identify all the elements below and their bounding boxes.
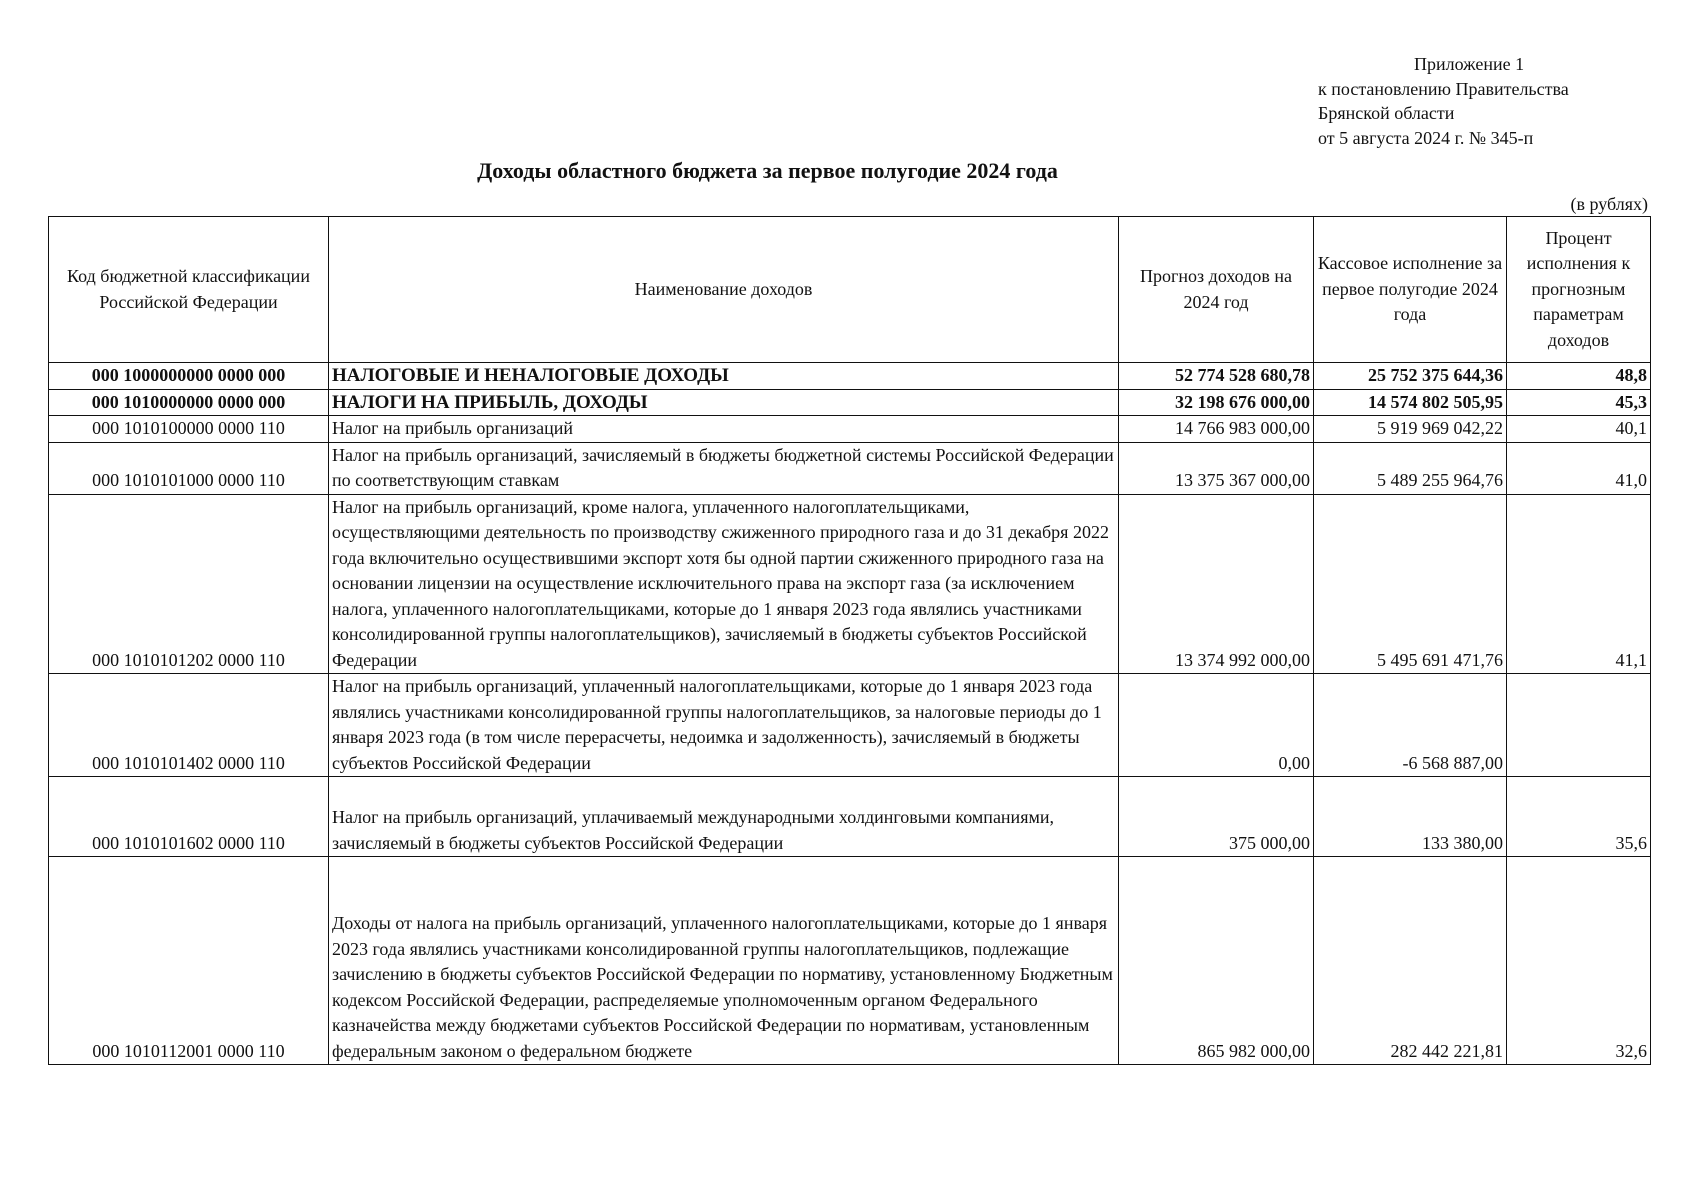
row-percent: 41,1 <box>1507 494 1651 674</box>
row-forecast: 13 374 992 000,00 <box>1119 494 1314 674</box>
row-execution: -6 568 887,00 <box>1314 674 1507 777</box>
table-row <box>49 363 1651 390</box>
row-name: Налог на прибыль организаций, зачисляемый в бюджеты бюджетной системы Российской Федерации по соответствующим ставкам <box>329 442 1119 494</box>
appendix-line-4: от 5 августа 2024 г. № 345-п <box>1318 127 1534 148</box>
row-name: НАЛОГОВЫЕ И НЕНАЛОГОВЫЕ ДОХОДЫ <box>329 363 1119 390</box>
appendix-line-3: Брянской области <box>1318 103 1455 123</box>
row-percent: 35,6 <box>1507 777 1651 857</box>
row-execution: 25 752 375 644,36 <box>1314 363 1507 390</box>
header-forecast: Прогноз доходов на 2024 год <box>1119 217 1314 363</box>
row-forecast: 14 766 983 000,00 <box>1119 416 1314 443</box>
row-percent: 48,8 <box>1507 363 1651 390</box>
row-code: 000 1010101202 0000 110 <box>49 494 329 674</box>
row-forecast: 375 000,00 <box>1119 777 1314 857</box>
header-name: Наименование доходов <box>329 217 1119 363</box>
row-forecast: 0,00 <box>1119 674 1314 777</box>
table-row <box>49 416 1651 443</box>
row-percent: 32,6 <box>1507 857 1651 1065</box>
table-row <box>49 857 1651 1065</box>
row-forecast: 52 774 528 680,78 <box>1119 363 1314 390</box>
row-code: 000 1010100000 0000 110 <box>49 416 329 443</box>
row-code: 000 1010000000 0000 000 <box>49 389 329 416</box>
appendix-block <box>1318 52 1569 150</box>
row-name: Налог на прибыль организаций, кроме налога, уплаченного налогоплательщиками, осуществляющими деятельность по производству сжиженного природного газа и до 31 декабря 2022 года включительно осуществившими экспорт хотя бы одной партии сжиженного природного газа на основании лицензии на осуществление исключительного права на экспорт газа (за исключением налога, уплаченного налогоплательщиками, которые до 1 января 2023 года являлись участниками консолидированной группы налогоплательщиков), зачисляемый в бюджеты субъектов Российской Федерации <box>329 494 1119 674</box>
table-row <box>49 442 1651 494</box>
table-header-row <box>49 217 1651 363</box>
row-forecast: 865 982 000,00 <box>1119 857 1314 1065</box>
row-code: 000 1010101402 0000 110 <box>49 674 329 777</box>
row-percent: 40,1 <box>1507 416 1651 443</box>
row-percent: 45,3 <box>1507 389 1651 416</box>
row-execution: 5 489 255 964,76 <box>1314 442 1507 494</box>
row-execution: 5 919 969 042,22 <box>1314 416 1507 443</box>
document-title: Доходы областного бюджета за первое полугодие 2024 года <box>477 158 1058 183</box>
row-name: Налог на прибыль организаций, уплаченный налогоплательщиками, которые до 1 января 2023 года являлись участниками консолидированной группы налогоплательщиков, за налоговые периоды до 1 января 2023 года (в том числе перерасчеты, недоимка и задолженность), зачисляемый в бюджеты субъектов Российской Федерации <box>329 674 1119 777</box>
row-forecast: 32 198 676 000,00 <box>1119 389 1314 416</box>
row-percent: 41,0 <box>1507 442 1651 494</box>
table-row <box>49 494 1651 674</box>
row-code: 000 1010112001 0000 110 <box>49 857 329 1065</box>
row-forecast: 13 375 367 000,00 <box>1119 442 1314 494</box>
row-execution: 282 442 221,81 <box>1314 857 1507 1065</box>
appendix-line-1: Приложение 1 <box>1414 54 1525 74</box>
header-percent: Процент исполнения к прогнозным параметрам доходов <box>1507 217 1651 363</box>
document-title-wrap <box>0 158 1697 184</box>
row-code: 000 1010101602 0000 110 <box>49 777 329 857</box>
budget-table <box>48 216 1651 1065</box>
row-execution: 14 574 802 505,95 <box>1314 389 1507 416</box>
units-note: (в рублях) <box>1570 194 1648 214</box>
row-execution: 133 380,00 <box>1314 777 1507 857</box>
row-percent <box>1507 674 1651 777</box>
header-execution: Кассовое исполнение за первое полугодие 2024 года <box>1314 217 1507 363</box>
table-row <box>49 389 1651 416</box>
row-execution: 5 495 691 471,76 <box>1314 494 1507 674</box>
row-name: Налог на прибыль организаций, уплачиваемый международными холдинговыми компаниями, зачисляемый в бюджеты субъектов Российской Федерации <box>329 777 1119 857</box>
header-code: Код бюджетной классификации Российской Федерации <box>49 217 329 363</box>
table-row <box>49 777 1651 857</box>
appendix-line-2: к постановлению Правительства <box>1318 78 1569 99</box>
row-code: 000 1010101000 0000 110 <box>49 442 329 494</box>
table-row <box>49 674 1651 777</box>
row-name: Налог на прибыль организаций <box>329 416 1119 443</box>
row-name: Доходы от налога на прибыль организаций, уплаченного налогоплательщиками, которые до 1 января 2023 года являлись участниками консолидированной группы налогоплательщиков, подлежащие зачислению в бюджеты субъектов Российской Федерации по нормативу, установленному Бюджетным кодексом Российской Федерации, распределяемые уполномоченным органом Федерального казначейства между бюджетами субъектов Российской Федерации по нормативам, установленным федеральным законом о федеральном бюджете <box>329 857 1119 1065</box>
row-name: НАЛОГИ НА ПРИБЫЛЬ, ДОХОДЫ <box>329 389 1119 416</box>
row-code: 000 1000000000 0000 000 <box>49 363 329 390</box>
